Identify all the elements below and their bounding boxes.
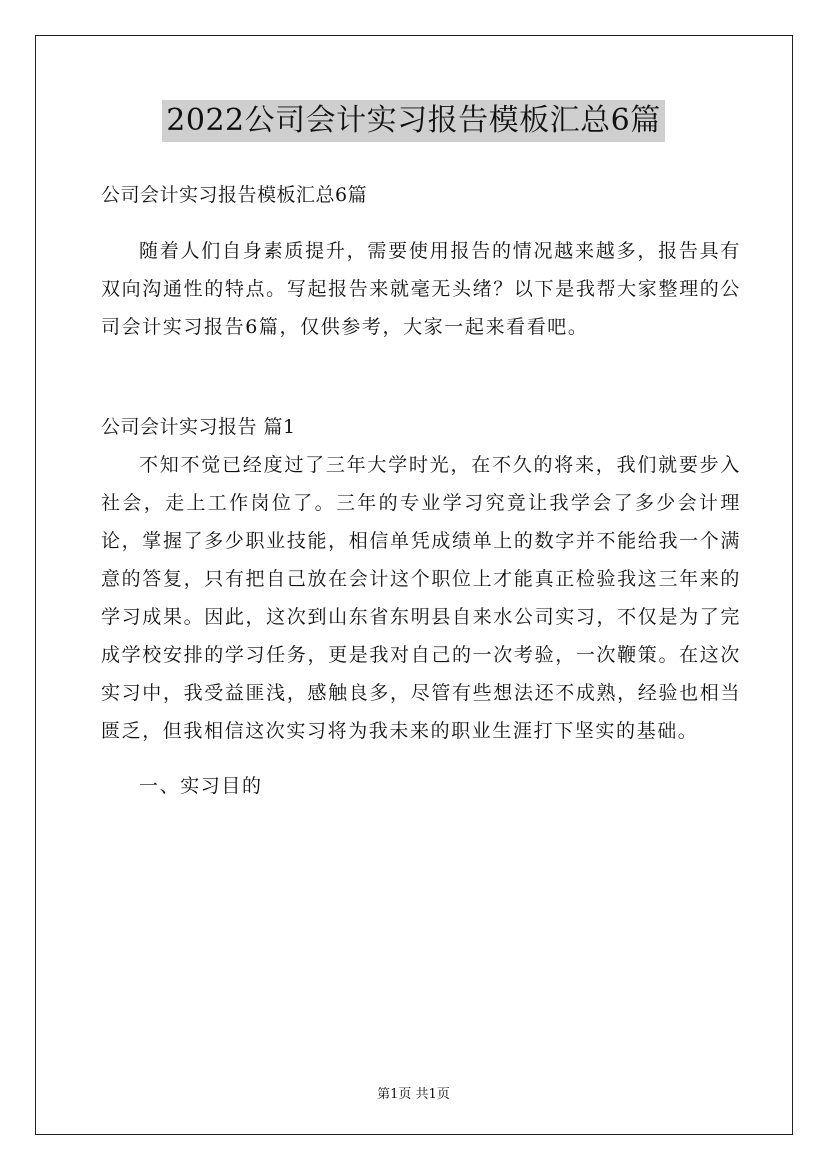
intro-paragraph: 随着人们自身素质提升，需要使用报告的情况越来越多，报告具有双向沟通性的特点。写起报告来就毫无头绪？以下是我帮大家整理的公司会计实习报告6篇，仅供参考，大家一起来看看吧。	[101, 240, 741, 338]
subheading-internship-purpose: 一、实习目的	[139, 775, 263, 797]
page-footer: 第1页 共1页	[377, 1087, 450, 1102]
document-subtitle: 公司会计实习报告模板汇总6篇	[101, 184, 368, 206]
section-heading-1: 公司会计实习报告 篇1	[101, 416, 296, 438]
title-container	[0, 100, 827, 142]
section-1-paragraph: 不知不觉已经度过了三年大学时光，在不久的将来，我们就要步入社会，走上工作岗位了。三年的专业学习究竟让我学会了多少会计理论，掌握了多少职业技能，相信单凭成绩单上的数字并不能给我一个满意的答复，只有把自己放在会计这个职位上才能真正检验我这三年来的学习成果。因此，这次到山东省东明县自来水公司实习，不仅是为了完成学校安排的学习任务，更是我对自己的一次考验，一次鞭策。在这次实习中，我受益匪浅，感触良多，尽管有些想法还不成熟，经验也相当匮乏，但我相信这次实习将为我未来的职业生涯打下坚实的基础。	[101, 454, 741, 742]
document-body	[101, 176, 741, 805]
document-title: 2022公司会计实习报告模板汇总6篇	[162, 100, 664, 142]
